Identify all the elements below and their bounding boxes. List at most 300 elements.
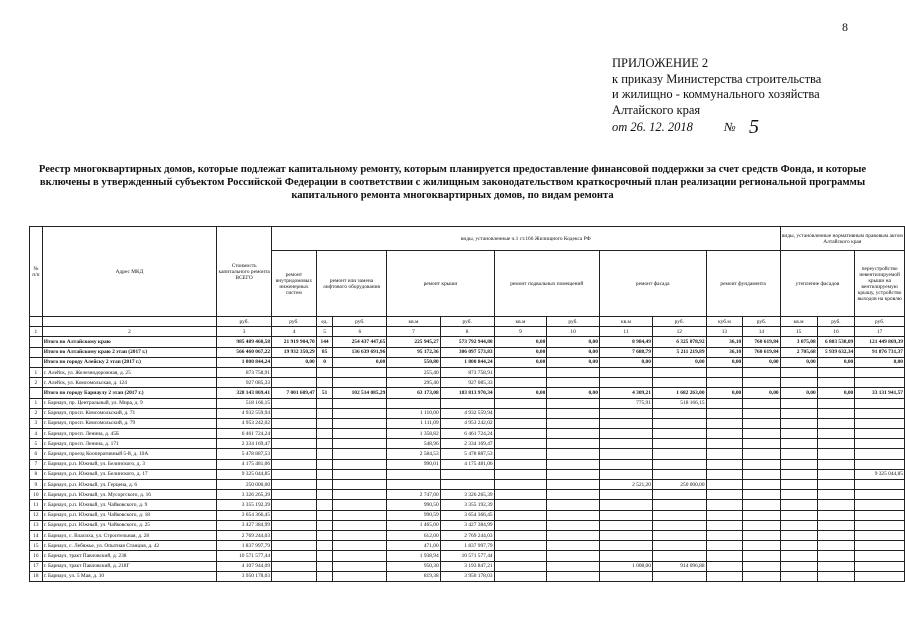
- row-number: 7: [30, 459, 43, 469]
- total-row: [30, 388, 905, 398]
- row-value: [547, 367, 600, 377]
- row-value: [333, 439, 387, 449]
- row-number: [30, 388, 43, 398]
- row-value: 990,01: [387, 459, 440, 469]
- row-value: [316, 378, 333, 388]
- row-value: 0,00: [817, 357, 855, 367]
- row-value: 4 175 481,06: [440, 459, 494, 469]
- row-value: [599, 408, 652, 418]
- row-address: г. Барнаул, р.п. Южный, ул. Чайковского, д. 9: [42, 500, 217, 510]
- row-value: [780, 500, 817, 510]
- row-value: 0,00: [706, 357, 743, 367]
- row-value: 1 800 844,24: [440, 357, 494, 367]
- row-value: 1 938,94: [387, 551, 440, 561]
- row-value: [547, 490, 600, 500]
- unit-cell: руб.: [652, 317, 706, 327]
- header-group1: виды, установленные ч.1 ст.166 Жилищного Кодекса РФ: [272, 227, 781, 251]
- row-value: [780, 367, 817, 377]
- row-value: [855, 408, 905, 418]
- row-value: [547, 500, 600, 510]
- row-value: [817, 480, 855, 490]
- row-value: 7 001 609,47: [272, 388, 317, 398]
- row-value: 0,00: [817, 388, 855, 398]
- row-number: 3: [30, 418, 43, 428]
- table-row: [30, 530, 905, 540]
- row-address: г. Барнаул, тракт Павловский, д. 218Г: [42, 561, 217, 571]
- row-value: 3 427 384,99: [440, 520, 494, 530]
- row-value: [817, 367, 855, 377]
- row-value: [494, 469, 547, 479]
- row-value: [743, 408, 780, 418]
- row-value: 518 166,15: [217, 398, 272, 408]
- row-value: 10 571 577,44: [440, 551, 494, 561]
- row-value: 2 769 244,03: [440, 530, 494, 540]
- unit-cell: кв.м: [494, 317, 547, 327]
- row-value: 1 800 844,24: [217, 357, 272, 367]
- row-value: [652, 367, 706, 377]
- row-value: [494, 500, 547, 510]
- header-lift: ремонт или замена лифтового оборудования: [316, 251, 387, 317]
- row-value: [316, 418, 333, 428]
- appendix-line1: ПРИЛОЖЕНИЕ 2: [612, 56, 709, 70]
- row-address: г. Барнаул, просп. Ленина, д. 171: [42, 439, 217, 449]
- row-value: [817, 439, 855, 449]
- row-value: [817, 530, 855, 540]
- column-number-cell: 2: [42, 327, 217, 337]
- row-value: [547, 439, 600, 449]
- row-value: 254 437 447,65: [333, 337, 387, 347]
- row-value: 63 173,08: [387, 388, 440, 398]
- row-number: 12: [30, 510, 43, 520]
- row-value: [855, 449, 905, 459]
- row-value: 2 521,20: [599, 480, 652, 490]
- row-value: [817, 429, 855, 439]
- row-value: [494, 480, 547, 490]
- row-value: [599, 429, 652, 439]
- row-value: [333, 551, 387, 561]
- row-value: [547, 429, 600, 439]
- row-number: 8: [30, 469, 43, 479]
- row-value: [706, 480, 743, 490]
- row-value: [780, 378, 817, 388]
- row-value: [652, 459, 706, 469]
- header-insulation: утепление фасадов: [780, 251, 855, 317]
- total-row: [30, 347, 905, 357]
- row-value: [599, 520, 652, 530]
- row-value: [855, 571, 905, 581]
- row-value: 3 355 192,39: [217, 500, 272, 510]
- unit-cell: кв.м: [780, 317, 817, 327]
- row-value: [272, 490, 317, 500]
- row-address: г. Барнаул, р.п. Южный, ул. Белинского, д. 3: [42, 459, 217, 469]
- table-row: [30, 571, 905, 581]
- row-value: [743, 367, 780, 377]
- row-value: [272, 530, 317, 540]
- row-value: 1 682 263,00: [652, 388, 706, 398]
- row-value: [652, 520, 706, 530]
- row-value: 21 919 904,70: [272, 337, 317, 347]
- row-value: [333, 530, 387, 540]
- row-value: 6 461 724,24: [217, 429, 272, 439]
- row-value: 1 111,09: [387, 418, 440, 428]
- row-value: [780, 408, 817, 418]
- row-value: [333, 378, 387, 388]
- row-value: [316, 541, 333, 551]
- row-value: [743, 510, 780, 520]
- row-value: [316, 367, 333, 377]
- row-value: 0,00: [547, 388, 600, 398]
- row-value: [547, 530, 600, 540]
- row-value: 0: [316, 357, 333, 367]
- row-value: [599, 571, 652, 581]
- row-value: 4 932 559,94: [217, 408, 272, 418]
- row-address: Итого по городу Барнаулу 2 этап (2017 г.): [42, 388, 217, 398]
- column-number-cell: 4: [272, 327, 317, 337]
- row-value: [272, 367, 317, 377]
- row-value: [494, 541, 547, 551]
- row-value: [652, 429, 706, 439]
- row-value: 19 932 350,29: [272, 347, 317, 357]
- row-value: [272, 408, 317, 418]
- table-row: [30, 561, 905, 571]
- row-value: [272, 480, 317, 490]
- row-value: [333, 367, 387, 377]
- row-address: г. Барнаул, р.п. Южный, ул. Герцена, д. 6: [42, 480, 217, 490]
- row-value: [855, 439, 905, 449]
- row-value: [743, 541, 780, 551]
- row-address: г. Барнаул, ул. 5 Мая, д. 10: [42, 571, 217, 581]
- row-value: 144: [316, 337, 333, 347]
- row-value: [855, 510, 905, 520]
- page-number: 8: [842, 20, 848, 34]
- row-value: [494, 398, 547, 408]
- unit-cell: кв.м: [599, 317, 652, 327]
- row-value: 4 175 481,06: [217, 459, 272, 469]
- row-value: 0,00: [855, 357, 905, 367]
- row-value: [333, 398, 387, 408]
- row-value: [547, 449, 600, 459]
- row-value: [743, 490, 780, 500]
- row-value: [333, 541, 387, 551]
- row-address: г. Барнаул, р.п. Южный, ул. Чайковского, д. 25: [42, 520, 217, 530]
- row-value: 3 654 366,45: [217, 510, 272, 520]
- table-row: [30, 439, 905, 449]
- row-value: [780, 561, 817, 571]
- row-value: 0,00: [272, 357, 317, 367]
- row-value: 4 932 559,94: [440, 408, 494, 418]
- row-value: [494, 418, 547, 428]
- row-value: [652, 469, 706, 479]
- row-value: 550,80: [387, 357, 440, 367]
- row-value: 914 096,88: [652, 561, 706, 571]
- header-address: Адрес МКД: [42, 227, 217, 317]
- row-value: [743, 500, 780, 510]
- row-value: 1 837 997,79: [217, 541, 272, 551]
- row-value: [780, 571, 817, 581]
- row-value: [817, 398, 855, 408]
- table-row: [30, 429, 905, 439]
- row-value: 927 085,33: [217, 378, 272, 388]
- row-value: [743, 561, 780, 571]
- row-value: [652, 449, 706, 459]
- row-value: 183 813 970,34: [440, 388, 494, 398]
- row-number: 16: [30, 551, 43, 561]
- row-value: [599, 500, 652, 510]
- row-value: [855, 500, 905, 510]
- appendix-block: [612, 56, 821, 136]
- row-value: [780, 541, 817, 551]
- column-number-cell: 5: [316, 327, 333, 337]
- row-value: [547, 469, 600, 479]
- row-value: [780, 459, 817, 469]
- row-value: [817, 571, 855, 581]
- row-value: 471,00: [387, 541, 440, 551]
- row-value: 0,00: [743, 357, 780, 367]
- row-value: [855, 480, 905, 490]
- row-value: [316, 429, 333, 439]
- row-address: г. Барнаул, р.п. Южный, ул. Белинского, д. 17: [42, 469, 217, 479]
- row-value: [743, 439, 780, 449]
- row-value: [333, 449, 387, 459]
- row-number: 1: [30, 367, 43, 377]
- row-value: [272, 418, 317, 428]
- row-value: [494, 571, 547, 581]
- column-number-cell: 8: [440, 327, 494, 337]
- row-value: [706, 520, 743, 530]
- row-value: 6 803 538,09: [817, 337, 855, 347]
- row-value: [272, 541, 317, 551]
- row-value: [599, 449, 652, 459]
- row-value: [547, 459, 600, 469]
- row-value: 1 110,00: [387, 408, 440, 418]
- row-value: [652, 500, 706, 510]
- row-value: [706, 439, 743, 449]
- row-address: г. Алейск, ул. Комсомольская, д. 124: [42, 378, 217, 388]
- unit-cell: куб.м: [706, 317, 743, 327]
- row-address: г. Барнаул, просп. Ленина, д. 45Б: [42, 429, 217, 439]
- row-value: [743, 469, 780, 479]
- row-value: 102 514 085,29: [333, 388, 387, 398]
- header-eng: ремонт внутридомовых инженерных систем: [272, 251, 317, 317]
- row-address: г. Алейск, ул. Железнодорожная, д. 25: [42, 367, 217, 377]
- column-number-cell: 9: [494, 327, 547, 337]
- row-value: [817, 541, 855, 551]
- row-value: 950,30: [387, 561, 440, 571]
- column-number-cell: 15: [780, 327, 817, 337]
- row-value: [316, 439, 333, 449]
- row-address: Итого по Алтайскому краю 2 этап (2017 г.): [42, 347, 217, 357]
- row-value: 1 465,00: [387, 520, 440, 530]
- row-value: [547, 480, 600, 490]
- unit-cell: руб.: [217, 317, 272, 327]
- row-value: [316, 449, 333, 459]
- row-value: [494, 429, 547, 439]
- row-value: [333, 459, 387, 469]
- row-value: 990,50: [387, 500, 440, 510]
- unit-cell: кв.м: [387, 317, 440, 327]
- row-value: [333, 571, 387, 581]
- row-value: 3 326 265,39: [217, 490, 272, 500]
- row-value: [599, 367, 652, 377]
- row-number: 15: [30, 541, 43, 551]
- row-number: 10: [30, 490, 43, 500]
- row-value: [706, 510, 743, 520]
- row-value: 0,00: [494, 388, 547, 398]
- row-value: 95 172,36: [387, 347, 440, 357]
- row-value: 760 619,84: [743, 337, 780, 347]
- row-value: [547, 561, 600, 571]
- row-address: Итого по Алтайскому краю: [42, 337, 217, 347]
- row-value: [333, 480, 387, 490]
- row-value: [706, 530, 743, 540]
- row-value: 0,00: [780, 388, 817, 398]
- row-value: [272, 510, 317, 520]
- unit-cell: руб.: [547, 317, 600, 327]
- row-value: 8 984,49: [599, 337, 652, 347]
- row-value: [316, 490, 333, 500]
- row-value: 4 107 944,09: [217, 561, 272, 571]
- header-num: № п/п: [30, 227, 43, 317]
- row-value: [599, 490, 652, 500]
- row-value: [547, 398, 600, 408]
- row-value: 9 325 044,85: [855, 469, 905, 479]
- row-value: [599, 439, 652, 449]
- row-value: [817, 520, 855, 530]
- row-value: [706, 561, 743, 571]
- row-value: [706, 551, 743, 561]
- row-value: [855, 378, 905, 388]
- row-value: [494, 378, 547, 388]
- appendix-num-sign: №: [724, 120, 736, 134]
- row-value: [547, 551, 600, 561]
- row-value: 873 758,91: [217, 367, 272, 377]
- row-value: [272, 571, 317, 581]
- row-value: [780, 398, 817, 408]
- row-value: 612,00: [387, 530, 440, 540]
- row-value: [333, 561, 387, 571]
- row-value: [743, 449, 780, 459]
- row-value: [817, 449, 855, 459]
- row-value: 0,00: [547, 357, 600, 367]
- row-value: [547, 571, 600, 581]
- row-value: [387, 398, 440, 408]
- row-value: [272, 469, 317, 479]
- table-row: [30, 469, 905, 479]
- row-value: [817, 418, 855, 428]
- row-value: 2 334 169,47: [217, 439, 272, 449]
- unit-cell: руб.: [817, 317, 855, 327]
- row-value: [743, 378, 780, 388]
- table-row: [30, 459, 905, 469]
- row-value: 2 334 169,47: [440, 439, 494, 449]
- row-value: [316, 520, 333, 530]
- row-value: [817, 378, 855, 388]
- row-value: 10 571 577,44: [217, 551, 272, 561]
- row-value: [494, 530, 547, 540]
- row-value: [743, 398, 780, 408]
- unit-cell: руб.: [272, 317, 317, 327]
- row-value: [780, 520, 817, 530]
- column-number-cell: 12: [652, 327, 706, 337]
- table-row: [30, 398, 905, 408]
- row-value: [780, 510, 817, 520]
- table-row: [30, 378, 905, 388]
- row-value: 0,00: [743, 388, 780, 398]
- total-row: [30, 357, 905, 367]
- row-address: Итого по городу Алейску 2 этап (2017 г.): [42, 357, 217, 367]
- row-value: 4 953 242,02: [440, 418, 494, 428]
- row-value: 250 000,00: [217, 480, 272, 490]
- row-value: [817, 408, 855, 418]
- header-conversion: переустройство невентилируемой крыши на вентилируемую крышу, устройство выходов на кровлю: [855, 251, 905, 317]
- row-value: 6 461 724,24: [440, 429, 494, 439]
- row-value: 0,00: [547, 347, 600, 357]
- column-number-cell: 17: [855, 327, 905, 337]
- row-value: 3 654 366,45: [440, 510, 494, 520]
- row-address: г. Барнаул, просп. Комсомольский, д. 79: [42, 418, 217, 428]
- row-value: [440, 480, 494, 490]
- row-value: [652, 418, 706, 428]
- row-value: 3 950 178,03: [217, 571, 272, 581]
- row-value: [652, 490, 706, 500]
- row-value: [652, 541, 706, 551]
- row-value: 5 478 887,53: [217, 449, 272, 459]
- row-value: [743, 459, 780, 469]
- row-number: [30, 347, 43, 357]
- row-value: [333, 418, 387, 428]
- appendix-date: от 26. 12. 2018: [612, 120, 693, 134]
- row-value: [780, 449, 817, 459]
- row-value: [706, 459, 743, 469]
- row-value: [333, 500, 387, 510]
- column-number-cell: 6: [333, 327, 387, 337]
- row-address: г. Барнаул, пр. Центральный, ул. Мира, д. 9: [42, 398, 217, 408]
- row-value: 518 166,15: [652, 398, 706, 408]
- header-foundation: ремонт фундамента: [706, 251, 780, 317]
- row-value: [817, 490, 855, 500]
- row-value: 295,40: [387, 378, 440, 388]
- row-value: 3 950 178,03: [440, 571, 494, 581]
- row-value: [316, 510, 333, 520]
- row-value: [743, 520, 780, 530]
- row-value: 3 326 265,39: [440, 490, 494, 500]
- row-value: [780, 469, 817, 479]
- register-table: [29, 226, 905, 582]
- row-number: [30, 357, 43, 367]
- row-address: г. Барнаул, с. Лебяжье, ул. Опытная Станция, д. 42: [42, 541, 217, 551]
- row-value: 927 085,33: [440, 378, 494, 388]
- row-value: 3 075,08: [780, 337, 817, 347]
- row-value: [494, 439, 547, 449]
- row-value: [817, 500, 855, 510]
- row-value: 0,00: [706, 388, 743, 398]
- row-value: [494, 490, 547, 500]
- row-value: [599, 530, 652, 540]
- row-value: 255,40: [387, 367, 440, 377]
- row-value: [494, 561, 547, 571]
- table-row: [30, 551, 905, 561]
- row-value: [855, 418, 905, 428]
- row-value: [706, 571, 743, 581]
- row-value: 775,91: [599, 398, 652, 408]
- row-value: [706, 469, 743, 479]
- header-cost: Стоимость капитального ремонта ВСЕГО: [217, 227, 272, 317]
- table-row: [30, 367, 905, 377]
- row-value: [333, 408, 387, 418]
- row-number: 11: [30, 500, 43, 510]
- table-row: [30, 480, 905, 490]
- row-number: 9: [30, 480, 43, 490]
